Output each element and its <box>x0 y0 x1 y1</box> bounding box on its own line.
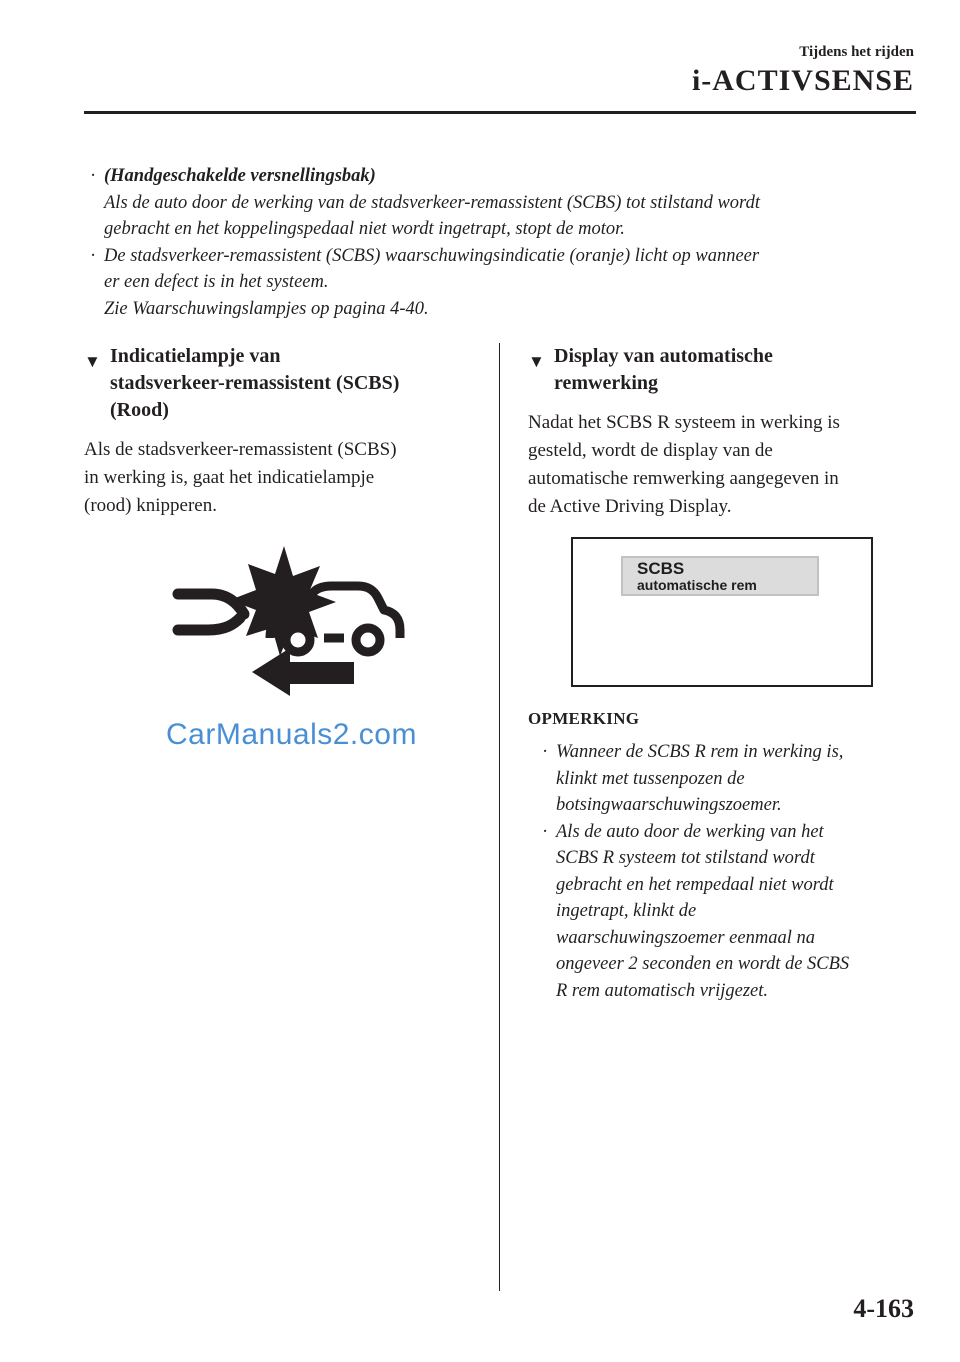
active-driving-display-illustration <box>571 537 873 687</box>
note-line: klinkt met tussenpozen de <box>556 768 745 789</box>
bullet-icon: · <box>542 821 549 842</box>
note-list <box>528 739 918 1004</box>
display-line-1: SCBS <box>637 559 685 578</box>
bullet-icon: · <box>90 166 97 186</box>
watermark-logo: CarManuals2.com <box>166 718 417 751</box>
paragraph-line: Nadat het SCBS R systeem in werking is <box>528 412 840 433</box>
note-line: ingetrapt, klinkt de <box>556 901 697 921</box>
paragraph-line: in werking is, gaat het indicatielampje <box>84 467 375 488</box>
section-title: i-ACTIVSENSE <box>691 64 914 97</box>
note-line: SCBS R systeem tot stilstand wordt <box>556 848 815 868</box>
note-line: R rem automatisch vrijgezet. <box>556 980 769 1001</box>
display-line-2: automatische rem <box>637 577 757 593</box>
bullet-icon: · <box>90 245 97 266</box>
list-item-line: er een defect is in het systeem. <box>104 272 329 292</box>
note-line: Wanneer de SCBS R rem in werking is, <box>556 742 844 762</box>
triangle-down-icon: ▼ <box>84 352 101 371</box>
triangle-down-icon: ▼ <box>528 352 545 371</box>
note-item <box>536 739 918 819</box>
list-item-line: Zie Waarschuwingslampjes op pagina 4-40. <box>104 298 429 319</box>
note-line: gebracht en het rempedaal niet wordt <box>556 874 834 895</box>
note-title: OPMERKING <box>528 709 640 728</box>
display-paragraph <box>528 409 918 521</box>
heading-line: stadsverkeer-remassistent (SCBS) <box>110 372 400 394</box>
note-line: botsingwaarschuwingszoemer. <box>556 795 782 815</box>
scbs-collision-warning-icon <box>172 544 412 704</box>
list-item <box>84 243 916 323</box>
paragraph-line: automatische remwerking aangegeven in <box>528 468 839 489</box>
paragraph-line: gesteld, wordt de display van de <box>528 440 773 461</box>
paragraph-line: de Active Driving Display. <box>528 496 732 517</box>
page-number: 4-163 <box>853 1294 914 1323</box>
heading-line: (Rood) <box>110 399 169 421</box>
note-item <box>536 819 918 1005</box>
column-divider <box>499 343 500 1291</box>
note-line: ongeveer 2 seconden en wordt de SCBS <box>556 954 850 974</box>
top-bullet-list <box>84 163 916 322</box>
indicator-heading <box>84 343 484 424</box>
note-line: waarschuwingszoemer eenmaal na <box>556 927 815 948</box>
bullet-icon: · <box>542 742 549 762</box>
list-item <box>84 163 916 243</box>
chapter-title: Tijdens het rijden <box>799 44 914 60</box>
display-heading <box>528 343 918 397</box>
paragraph-line: Als de stadsverkeer-remassistent (SCBS) <box>84 439 397 460</box>
list-item-line: De stadsverkeer-remassistent (SCBS) waarschuwingsindicatie (oranje) licht op wanneer <box>104 245 760 266</box>
paragraph-line: (rood) knipperen. <box>84 495 217 516</box>
heading-line: Indicatielampje van <box>110 345 281 367</box>
heading-line: remwerking <box>554 372 659 394</box>
list-item-line: Als de auto door de werking van de stadsverkeer-remassistent (SCBS) tot stilstand wordt <box>104 192 760 213</box>
heading-line: Display van automatische <box>554 345 773 367</box>
list-item-title: (Handgeschakelde versnellingsbak) <box>104 166 376 186</box>
header-rule <box>84 111 916 114</box>
left-column <box>84 343 484 752</box>
scbs-display-message <box>621 556 819 596</box>
indicator-paragraph <box>84 436 484 520</box>
note-line: Als de auto door de werking van het <box>556 821 824 842</box>
right-column <box>528 343 918 1004</box>
list-item-line: gebracht en het koppelingspedaal niet wordt ingetrapt, stopt de motor. <box>104 219 625 239</box>
